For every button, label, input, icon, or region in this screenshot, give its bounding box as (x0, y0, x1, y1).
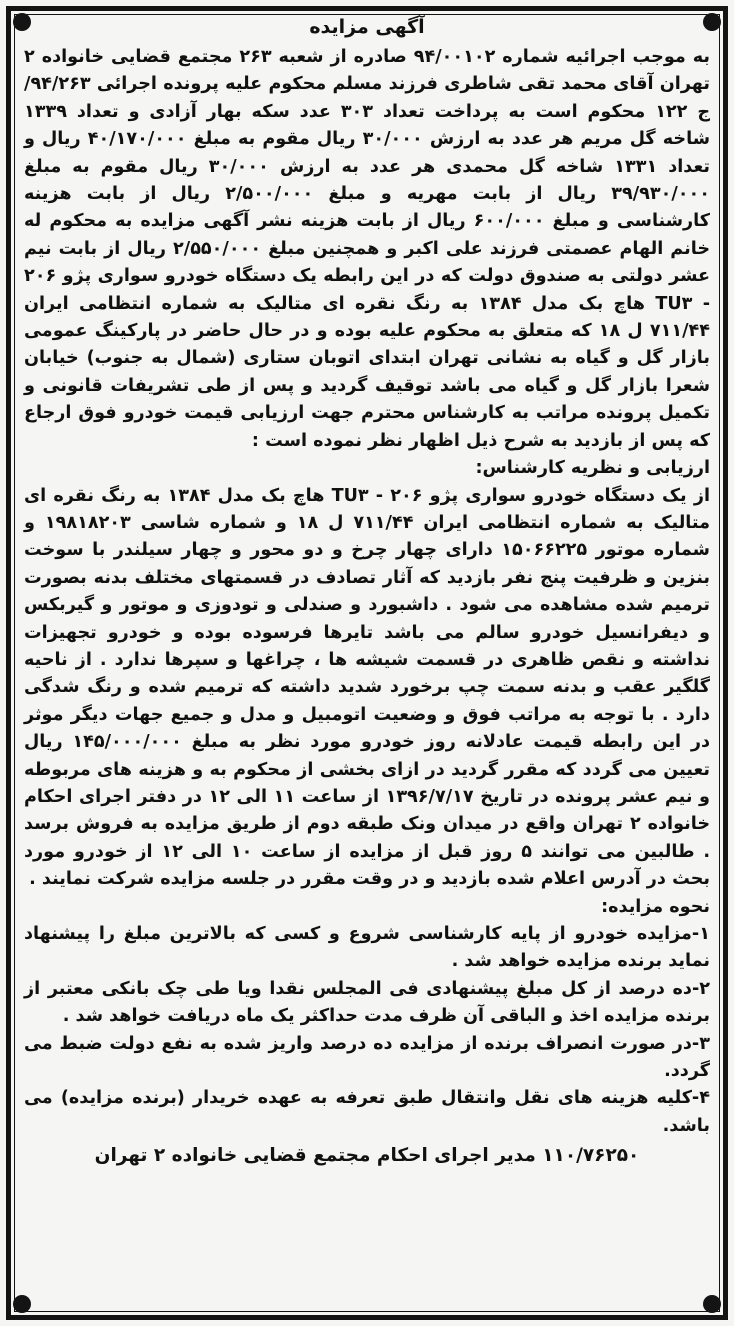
expert-heading: ارزیابی و نظریه کارشناس: (475, 458, 710, 479)
notice-footer: ۱۱۰/۷۶۲۵۰ مدیر اجرای احکام مجتمع قضایی خانواده ۲ تهران (94, 1145, 640, 1167)
procedure-item: ۲-ده درصد از کل مبلغ پیشنهادی فی المجلس نقدا ویا طی چک بانکی معتبر از برنده مزایده اخذ و الباقی آن ظرف مدت حداکثر یک ماه دریافت خواهد شد . (24, 978, 710, 1027)
procedure-item: ۳-در صورت انصراف برنده از مزایده ده درصد واریز شده به نفع دولت ضبط می گردد. (24, 1033, 710, 1082)
procedure-heading: نحوه مزایده: (601, 896, 710, 917)
notice-content (24, 14, 710, 1304)
notice-body: به موجب اجرائیه شماره ۹۴/۰۰۱۰۲ صادره از شعبه ۲۶۳ مجتمع قضایی خانواده ۲ تهران آقای محمد تقی شاطری فرزند مسلم محکوم علیه پرونده اجرائی ۹۴/۲۶۳/ ج ۱۲۲ محکوم است به پرداخت تعداد ۳۰۳ عدد سکه بهار آزادی و تعداد ۱۳۳۹ شاخه گل مریم هر عدد به ارزش ۳۰/۰۰۰ ریال مقوم به مبلغ ۴۰/۱۷۰/۰۰۰ ریال و تعداد ۱۳۳۱ شاخه گل محمدی هر عدد به ارزش ۳۰/۰۰۰ ریال مقوم به مبلغ ۳۹/۹۳۰/۰۰۰ ریال از بابت مهریه و مبلغ ۲/۵۰۰/۰۰۰ ریال از بابت هزینه کارشناسی و مبلغ ۶۰۰/۰۰۰ ریال از بابت هزینه نشر آگهی مزایده به محکوم له خانم الهام عصمتی فرزند علی اکبر و همچنین مبلغ ۲/۵۵۰/۰۰۰ ریال از بابت نیم عشر دولتی به صندوق دولت که در این رابطه یک دستگاه خودرو سواری پژو ۲۰۶ - TU۳ هاچ بک مدل ۱۳۸۴ به رنگ نقره ای متالیک به شماره انتظامی ایران ۷۱۱/۴۴ ل ۱۸ که متعلق به محکوم علیه بوده و در حال حاضر در پارکینگ عمومی بازار گل و گیاه به نشانی تهران ابتدای اتوبان ستاری (شمال به جنوب) خیابان شعرا بازار گل و گیاه می باشد توقیف گردید و پس از طی تشریفات قانونی و تکمیل پرونده مراتب به کارشناس محترم جهت ارزیابی قیمت خودرو فوق ارجاع که پس از بازدید به شرح ذیل اظهار نظر نموده است : (24, 47, 711, 451)
procedure-item: ۴-کلیه هزینه های نقل وانتقال طبق تعرفه به عهده خریدار (برنده مزایده) می باشد. (24, 1088, 710, 1136)
notice-title: آگهی مزایده (309, 16, 425, 38)
expert-body: از یک دستگاه خودرو سواری پژو ۲۰۶ - TU۳ هاچ بک مدل ۱۳۸۴ به رنگ نقره ای متالیک به شماره انتظامی ایران ۷۱۱/۴۴ ل ۱۸ و شماره شاسی ۱۹۸۱۸۲۰۳ و شماره موتور ۱۵۰۶۶۲۲۵ دارای چهار چرخ و دو محور و چهار سیلندر با سوخت بنزین و ظرفیت پنج نفر بازدید که آثار تصادف در قسمتهای مختلف بدنه بصورت ترمیم شده مشاهده می شود . داشبورد و صندلی و تودوزی و موتور و گیربکس و دیفرانسیل خودرو سالم می باشد تایرها فرسوده بوده و خودرو تجهیزات نداشته و نقص ظاهری در قسمت شیشه ها ، چراغها و سپرها ندارد . از ناحیه گلگیر عقب و بدنه سمت چپ برخورد شدید داشته که ترمیم شده و رنگ شدگی دارد . با توجه به مراتب فوق و وضعیت اتومبیل و مدل و جمیع جهات دیگر موثر در این رابطه قیمت عادلانه روز خودرو مورد نظر به مبلغ ۱۴۵/۰۰۰/۰۰۰ ریال تعیین می گردد که مقرر گردید در ازای بخشی از محکوم به و هزینه های مربوطه و نیم عشر پرونده در تاریخ ۱۳۹۶/۷/۱۷ از ساعت ۱۱ الی ۱۲ در دفتر اجرای احکام خانواده ۲ تهران واقع در میدان ونک طبقه دوم از طریق مزایده به فروش برسد . طالبین می توانند ۵ روز قبل از مزایده از ساعت ۱۰ الی ۱۲ از خودرو مورد بحث در آدرس اعلام شده بازدید و در وقت مقرر در جلسه مزایده شرکت نمایند . (24, 485, 711, 890)
procedure-item: ۱-مزایده خودرو از پایه کارشناسی شروع و کسی که بالاترین مبلغ را پیشنهاد نماید برنده مزایده خواهد شد . (24, 924, 710, 972)
